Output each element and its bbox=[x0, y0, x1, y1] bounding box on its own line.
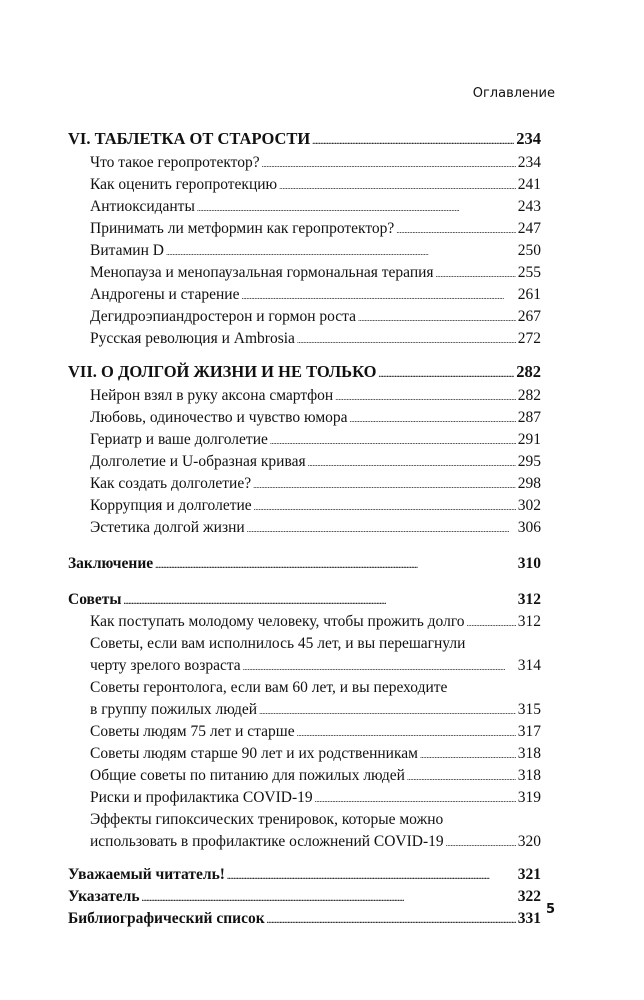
toc-entry-title: Указатель bbox=[68, 888, 140, 905]
toc-back-matter bbox=[68, 864, 541, 930]
toc-entry-title: Советы людям 75 лет и старше bbox=[90, 723, 295, 740]
toc-chapter-7 bbox=[68, 361, 541, 539]
page-number: 5 bbox=[545, 902, 555, 917]
toc-conclusion bbox=[68, 553, 541, 575]
toc-entry-title: Коррупция и долголетие bbox=[90, 497, 252, 514]
toc-entry-page: 320 bbox=[517, 833, 541, 850]
toc-entry[interactable] bbox=[68, 306, 541, 328]
leader-dots bbox=[308, 451, 516, 475]
toc-entry-title: Русская революция и Ambrosia bbox=[90, 330, 295, 347]
toc-entry-page: 312 bbox=[517, 591, 541, 608]
toc-entry-title: Как оценить геропротекцию bbox=[90, 176, 278, 193]
leader-dots bbox=[241, 284, 515, 308]
toc-entry[interactable] bbox=[68, 743, 541, 765]
leader-dots bbox=[279, 174, 516, 198]
toc-entry[interactable] bbox=[68, 152, 541, 174]
toc-entry-page: 321 bbox=[517, 866, 541, 883]
toc-entry-title: Любовь, одиночество и чувство юмора bbox=[90, 409, 348, 426]
leader-dots bbox=[315, 787, 516, 811]
toc-entry-page: 322 bbox=[517, 888, 541, 905]
toc-entry-page: 243 bbox=[517, 198, 541, 215]
leader-dots bbox=[142, 886, 516, 910]
toc-entry-title-line1: Советы геронтолога, если вам 60 лет, и вы переходите bbox=[90, 679, 448, 696]
leader-dots bbox=[259, 699, 516, 723]
toc-entry-multiline[interactable] bbox=[68, 677, 541, 721]
toc-entry[interactable] bbox=[68, 218, 541, 240]
leader-dots bbox=[358, 306, 516, 330]
toc-entry-title: VII. О ДОЛГОЙ ЖИЗНИ И НЕ ТОЛЬКО bbox=[68, 362, 377, 381]
toc-entry-multiline[interactable] bbox=[68, 633, 541, 677]
toc-entry-title: Менопауза и менопаузальная гормональная терапия bbox=[90, 264, 434, 281]
toc-entry-title: Андрогены и старение bbox=[90, 286, 240, 303]
toc-entry-title: Как поступать молодому человеку, чтобы прожить долго bbox=[90, 613, 465, 630]
leader-dots bbox=[436, 262, 516, 286]
toc-entry[interactable] bbox=[68, 174, 541, 196]
toc-entry-page: 302 bbox=[517, 497, 541, 514]
toc-entry-page: 282 bbox=[517, 387, 541, 404]
toc-top-entry[interactable] bbox=[68, 886, 541, 908]
toc-entry-title: Что такое геропротектор? bbox=[90, 154, 260, 171]
toc-entry-title: Дегидроэпиандростерон и гормон роста bbox=[90, 308, 357, 325]
toc-advice bbox=[68, 589, 541, 853]
toc-entry-page: 261 bbox=[517, 286, 541, 303]
leader-dots bbox=[270, 429, 516, 453]
leader-dots bbox=[267, 908, 516, 932]
running-head: Оглавление bbox=[472, 86, 555, 101]
toc-entry-title-line2: черту зрелого возраста bbox=[90, 657, 241, 674]
toc-entry-page: 287 bbox=[517, 409, 541, 426]
leader-dots bbox=[378, 361, 514, 386]
toc-entry-title: Нейрон взял в руку аксона смартфон bbox=[90, 387, 334, 404]
toc-entry[interactable] bbox=[68, 765, 541, 787]
toc-entry-title: Советы людям старше 90 лет и их родственникам bbox=[90, 745, 418, 762]
toc-entry-title-line1: Эффекты гипоксических тренировок, которые можно bbox=[90, 811, 444, 828]
toc-entry-page: 314 bbox=[517, 657, 541, 674]
toc-entry-page: 282 bbox=[516, 362, 541, 381]
toc-entry[interactable] bbox=[68, 495, 541, 517]
toc-entry-page: 241 bbox=[517, 176, 541, 193]
leader-dots bbox=[243, 655, 516, 679]
leader-dots bbox=[467, 611, 516, 635]
toc-entry-title-line2: в группу пожилых людей bbox=[90, 701, 258, 718]
toc-entry-multiline[interactable] bbox=[68, 809, 541, 853]
leader-dots bbox=[254, 495, 516, 519]
toc-entry-title: VI. ТАБЛЕТКА ОТ СТАРОСТИ bbox=[68, 129, 311, 148]
leader-dots bbox=[407, 765, 516, 789]
toc-entry-page: 317 bbox=[517, 723, 541, 740]
leader-dots bbox=[297, 328, 516, 352]
toc-entry-title: Антиоксиданты bbox=[90, 198, 195, 215]
toc-entry-title: Витамин D bbox=[90, 242, 164, 259]
toc-entry-page: 291 bbox=[517, 431, 541, 448]
toc-chapter-6 bbox=[68, 128, 541, 350]
toc-entry-page: 306 bbox=[517, 519, 541, 536]
toc-entry-page: 298 bbox=[517, 475, 541, 492]
toc-entry[interactable] bbox=[68, 429, 541, 451]
toc-entry-page: 295 bbox=[517, 453, 541, 470]
toc-entry[interactable] bbox=[68, 328, 541, 350]
toc-entry[interactable] bbox=[68, 451, 541, 473]
leader-dots bbox=[297, 721, 516, 745]
toc-top-entry[interactable] bbox=[68, 553, 541, 575]
toc-chapter-heading[interactable] bbox=[68, 128, 541, 152]
toc-top-entry[interactable] bbox=[68, 908, 541, 930]
leader-dots bbox=[124, 589, 516, 613]
toc-entry[interactable] bbox=[68, 787, 541, 809]
toc-entry-page: 319 bbox=[517, 789, 541, 806]
toc-entry-title: Гериатр и ваше долголетие bbox=[90, 431, 268, 448]
toc-entry[interactable] bbox=[68, 196, 541, 218]
toc-entry-title: Советы bbox=[68, 591, 122, 608]
leader-dots bbox=[155, 553, 516, 577]
leader-dots bbox=[197, 196, 516, 220]
toc-entry-page: 267 bbox=[517, 308, 541, 325]
toc-entry-page: 272 bbox=[517, 330, 541, 347]
toc-entry-title-line1: Советы, если вам исполнилось 45 лет, и вы перешагнули bbox=[90, 635, 466, 652]
toc-entry-page: 234 bbox=[517, 154, 541, 171]
toc-entry[interactable] bbox=[68, 611, 541, 633]
leader-dots bbox=[396, 218, 515, 242]
leader-dots bbox=[446, 831, 516, 855]
leader-dots bbox=[262, 152, 516, 176]
toc-entry-page: 234 bbox=[516, 129, 541, 148]
toc-entry[interactable] bbox=[68, 284, 541, 306]
toc-entry[interactable] bbox=[68, 407, 541, 429]
leader-dots bbox=[166, 240, 516, 264]
toc-entry[interactable] bbox=[68, 262, 541, 284]
toc-entry[interactable] bbox=[68, 385, 541, 407]
toc-top-entry[interactable] bbox=[68, 589, 541, 611]
toc-entry-page: 250 bbox=[517, 242, 541, 259]
leader-dots bbox=[420, 743, 516, 767]
toc-entry-page: 318 bbox=[517, 767, 541, 784]
toc-entry-title: Общие советы по питанию для пожилых людей bbox=[90, 767, 405, 784]
toc-entry-page: 247 bbox=[517, 220, 541, 237]
toc-entry[interactable] bbox=[68, 517, 541, 539]
toc-entry[interactable] bbox=[68, 473, 541, 495]
toc-entry-page: 331 bbox=[517, 910, 541, 927]
toc-entry[interactable] bbox=[68, 721, 541, 743]
toc-entry-title: Заключение bbox=[68, 555, 154, 572]
toc-entry-title-line2: использовать в профилактике осложнений COVID-19 bbox=[90, 833, 444, 850]
toc-entry-title: Как создать долголетие? bbox=[90, 475, 252, 492]
toc-entry-title: Библиографический список bbox=[68, 910, 265, 927]
toc-entry-title: Эстетика долгой жизни bbox=[90, 519, 245, 536]
toc-entry-page: 312 bbox=[517, 613, 541, 630]
toc-chapter-heading[interactable] bbox=[68, 361, 541, 385]
toc-entry-title: Долголетие и U-образная кривая bbox=[90, 453, 306, 470]
toc-entry-page: 318 bbox=[517, 745, 541, 762]
leader-dots bbox=[350, 407, 516, 431]
leader-dots bbox=[253, 473, 516, 497]
toc-entry-title: Риски и профилактика COVID-19 bbox=[90, 789, 313, 806]
toc-entry-page: 255 bbox=[517, 264, 541, 281]
toc-entry-page: 310 bbox=[517, 555, 541, 572]
toc-entry-title: Принимать ли метформин как геропротектор? bbox=[90, 220, 395, 237]
toc-top-entry[interactable] bbox=[68, 864, 541, 886]
toc-entry-title: Уважаемый читатель! bbox=[68, 866, 225, 883]
leader-dots bbox=[312, 128, 514, 153]
leader-dots bbox=[247, 517, 516, 541]
leader-dots bbox=[335, 385, 516, 409]
toc-entry-page: 315 bbox=[517, 701, 541, 718]
leader-dots bbox=[227, 864, 516, 888]
table-of-contents bbox=[68, 128, 541, 930]
toc-entry[interactable] bbox=[68, 240, 541, 262]
